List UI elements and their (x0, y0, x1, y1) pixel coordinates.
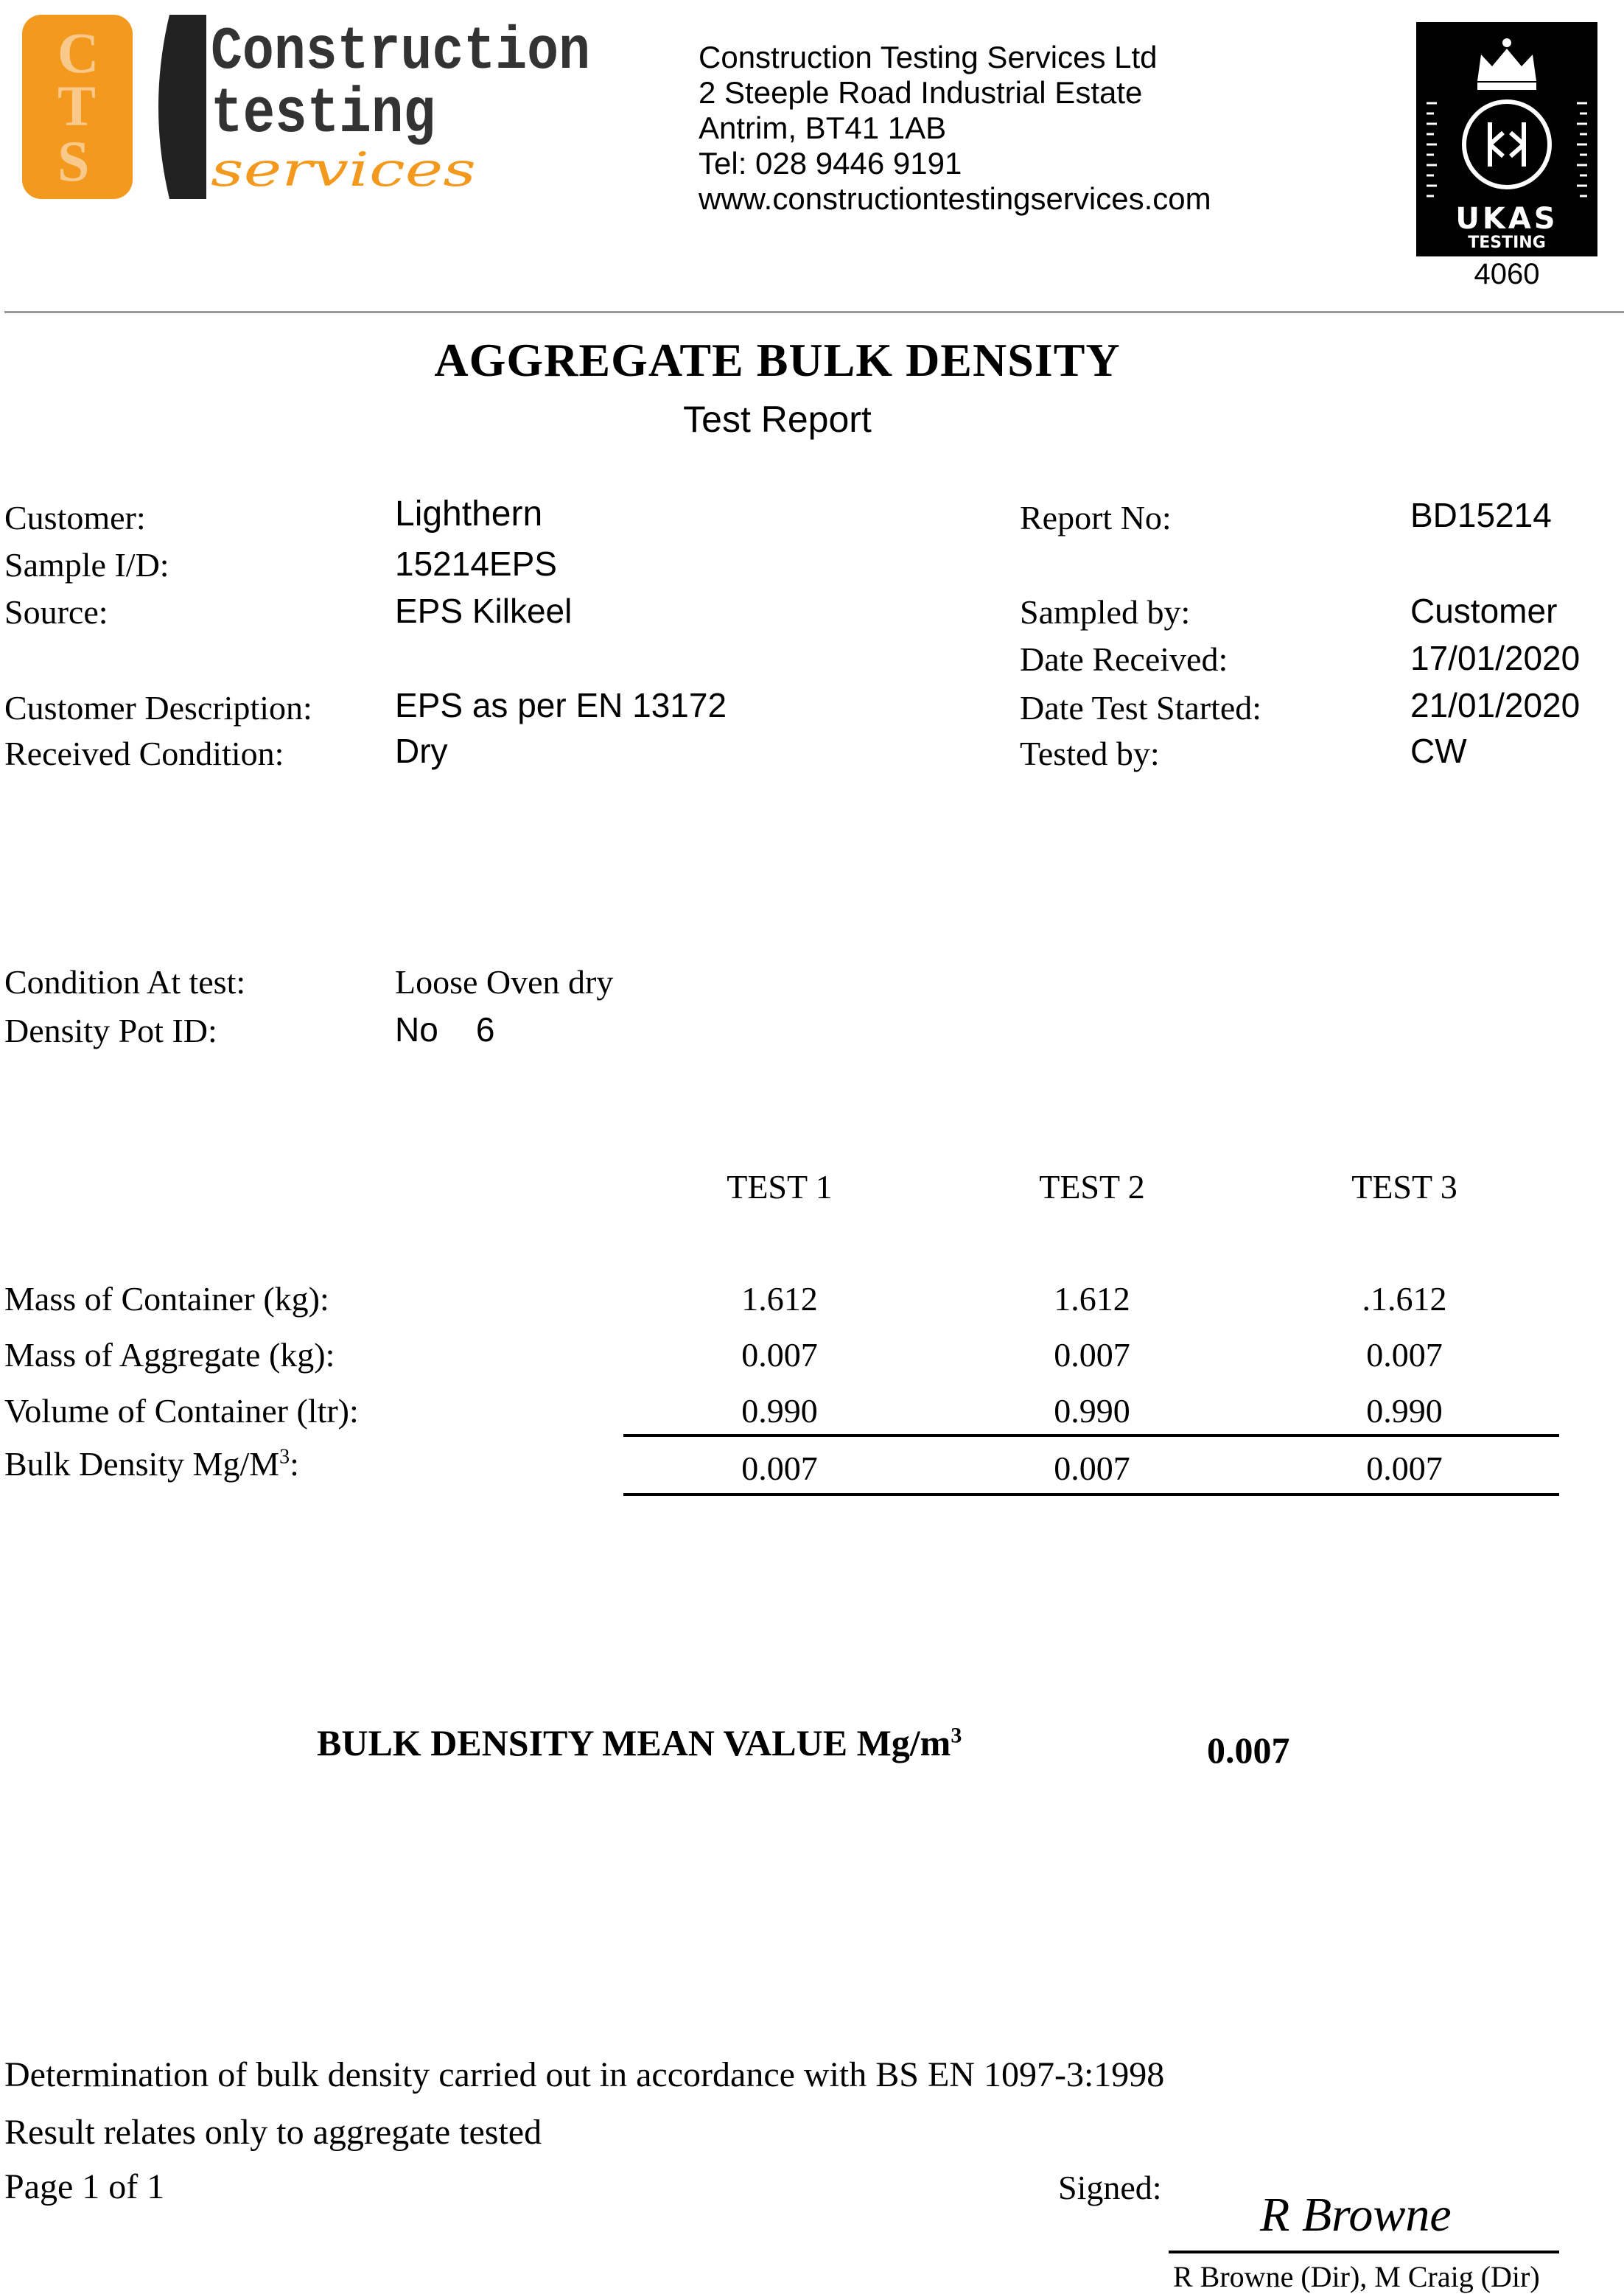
bulk-density-test-2: 0.007 (1054, 1450, 1130, 1487)
date-received-label: Date Received: (1020, 640, 1228, 678)
logo-dark-bar (158, 15, 206, 199)
mean-value-label (317, 1721, 962, 1764)
signatory-names: R Browne (Dir), M Craig (Dir) (1173, 2260, 1540, 2293)
report-subtitle: Test Report (683, 399, 872, 440)
signature-line (1169, 2251, 1559, 2253)
sampled-by-value: Customer (1410, 592, 1558, 630)
density-pot-id-value: No 6 (395, 1010, 495, 1049)
ukas-number: 4060 (1474, 258, 1540, 290)
mean-value-label-superscript: 3 (951, 1723, 962, 1748)
logo-word-construction: Construction (211, 18, 590, 86)
received-condition-value: Dry (395, 732, 448, 770)
column-header-test-2: TEST 2 (1039, 1168, 1145, 1206)
mass-of-aggregate-test-1: 0.007 (741, 1336, 818, 1374)
column-header-test-3: TEST 3 (1351, 1168, 1457, 1206)
report-no-label: Report No: (1020, 499, 1172, 536)
page-number: Page 1 of 1 (4, 2167, 165, 2206)
mass-of-container-test-1: 1.612 (741, 1280, 818, 1318)
mass-of-aggregate-test-3: 0.007 (1366, 1336, 1443, 1374)
table-rule-lower (623, 1493, 1559, 1496)
report-title: AGGREGATE BULK DENSITY (434, 334, 1121, 386)
mean-value: 0.007 (1207, 1730, 1290, 1771)
source-value: EPS Kilkeel (395, 592, 573, 630)
ukas-testing-text: TESTING (1468, 234, 1546, 252)
ukas-text: UKAS (1455, 202, 1558, 236)
header-divider (4, 311, 1624, 313)
customer-label: Customer: (4, 499, 146, 536)
volume-of-container-test-1: 0.990 (741, 1392, 818, 1430)
bulk-density-test-3: 0.007 (1366, 1450, 1443, 1487)
customer-value: Lighthern (395, 494, 543, 534)
address-website: www.constructiontestingservices.com (699, 181, 1211, 216)
tested-by-label: Tested by: (1020, 735, 1160, 772)
bulk-density-label-text: Bulk Density Mg/M (4, 1445, 280, 1483)
received-condition-label: Received Condition: (4, 735, 284, 772)
signature: R Browne (1260, 2188, 1452, 2242)
tested-by-value: CW (1410, 732, 1467, 770)
ukas-accreditation-mark (1416, 22, 1597, 256)
mean-value-label-text: BULK DENSITY MEAN VALUE Mg/m (317, 1722, 951, 1763)
report-no-value: BD15214 (1410, 496, 1552, 534)
address-town: Antrim, BT41 1AB (699, 111, 947, 145)
customer-description-label: Customer Description: (4, 689, 312, 727)
row-label-bulk-density (4, 1444, 299, 1483)
logo-word-testing: testing (211, 78, 435, 150)
company-logo (22, 15, 597, 199)
row-label-volume-of-container: Volume of Container (ltr): (4, 1392, 359, 1430)
condition-at-test-value: Loose Oven dry (395, 963, 614, 1001)
mass-of-container-test-3: .1.612 (1362, 1280, 1447, 1318)
source-label: Source: (4, 593, 108, 631)
result-disclaimer: Result relates only to aggregate tested (4, 2113, 542, 2152)
sampled-by-label: Sampled by: (1020, 593, 1191, 631)
logo-word-services: services (211, 143, 476, 197)
mass-of-container-test-2: 1.612 (1054, 1280, 1130, 1318)
table-rule-upper (623, 1434, 1559, 1437)
row-label-mass-of-aggregate: Mass of Aggregate (kg): (4, 1336, 335, 1374)
logo-letter-t: T (57, 74, 97, 138)
address-company-name: Construction Testing Services Ltd (699, 40, 1158, 74)
bulk-density-test-1: 0.007 (741, 1450, 818, 1487)
logo-letter-c: C (57, 21, 99, 85)
row-label-mass-of-container: Mass of Container (kg): (4, 1280, 329, 1318)
density-pot-id-label: Density Pot ID: (4, 1012, 217, 1049)
mass-of-aggregate-test-2: 0.007 (1054, 1336, 1130, 1374)
date-received-value: 17/01/2020 (1410, 639, 1581, 677)
volume-of-container-test-2: 0.990 (1054, 1392, 1130, 1430)
volume-of-container-test-3: 0.990 (1366, 1392, 1443, 1430)
sample-id-value: 15214EPS (395, 545, 557, 583)
logo-letter-s: S (57, 129, 90, 193)
standard-statement: Determination of bulk density carried out in accordance with BS EN 1097-3:1998 (4, 2055, 1165, 2094)
bulk-density-label-superscript: 3 (279, 1445, 290, 1469)
bulk-density-label-colon: : (290, 1445, 299, 1483)
sample-id-label: Sample I/D: (4, 546, 169, 584)
address-telephone: Tel: 028 9446 9191 (699, 146, 962, 181)
customer-description-value: EPS as per EN 13172 (395, 686, 727, 724)
address-street: 2 Steeple Road Industrial Estate (699, 75, 1143, 110)
signed-label: Signed: (1058, 2169, 1162, 2206)
condition-at-test-label: Condition At test: (4, 963, 246, 1001)
column-header-test-1: TEST 1 (727, 1168, 833, 1206)
date-test-started-label: Date Test Started: (1020, 689, 1262, 727)
date-test-started-value: 21/01/2020 (1410, 686, 1581, 724)
